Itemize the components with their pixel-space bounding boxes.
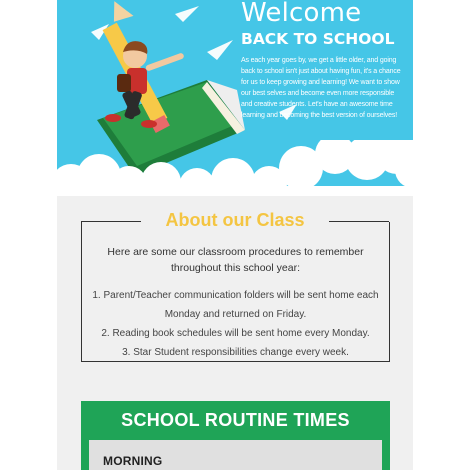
about-class-section xyxy=(57,196,413,368)
clouds-divider xyxy=(57,140,413,200)
about-intro: Here are some our classroom procedures to remember throughout this school year: xyxy=(107,246,364,274)
routine-row-morning xyxy=(89,440,382,470)
list-item: 3. Star Student responsibilities change every week. xyxy=(122,347,349,358)
about-heading: About our Class xyxy=(165,210,305,230)
list-item: 2. Reading book schedules will be sent home every Monday. xyxy=(101,328,370,339)
school-routine-card xyxy=(81,401,390,470)
routine-heading: SCHOOL ROUTINE TIMES xyxy=(121,410,350,430)
hero-title: Welcome xyxy=(241,0,362,28)
hero-subtitle: BACK TO SCHOOL xyxy=(241,30,395,48)
list-item: 1. Parent/Teacher communication folders will be sent home each Monday and returned on Friday. xyxy=(92,290,379,320)
routine-row-label: MORNING xyxy=(103,454,163,468)
newsletter xyxy=(57,0,413,470)
procedures-list xyxy=(90,286,381,362)
about-box xyxy=(81,222,390,362)
hero-intro-text: As each year goes by, we get a little older, and going back to school isn't just about having fun, it's a chance for us to keep growing and learning! We want to show our best selves and become even more responsible and creative students. Let's have an awesome time learning and becoming the best version of ourselves! xyxy=(241,57,401,119)
